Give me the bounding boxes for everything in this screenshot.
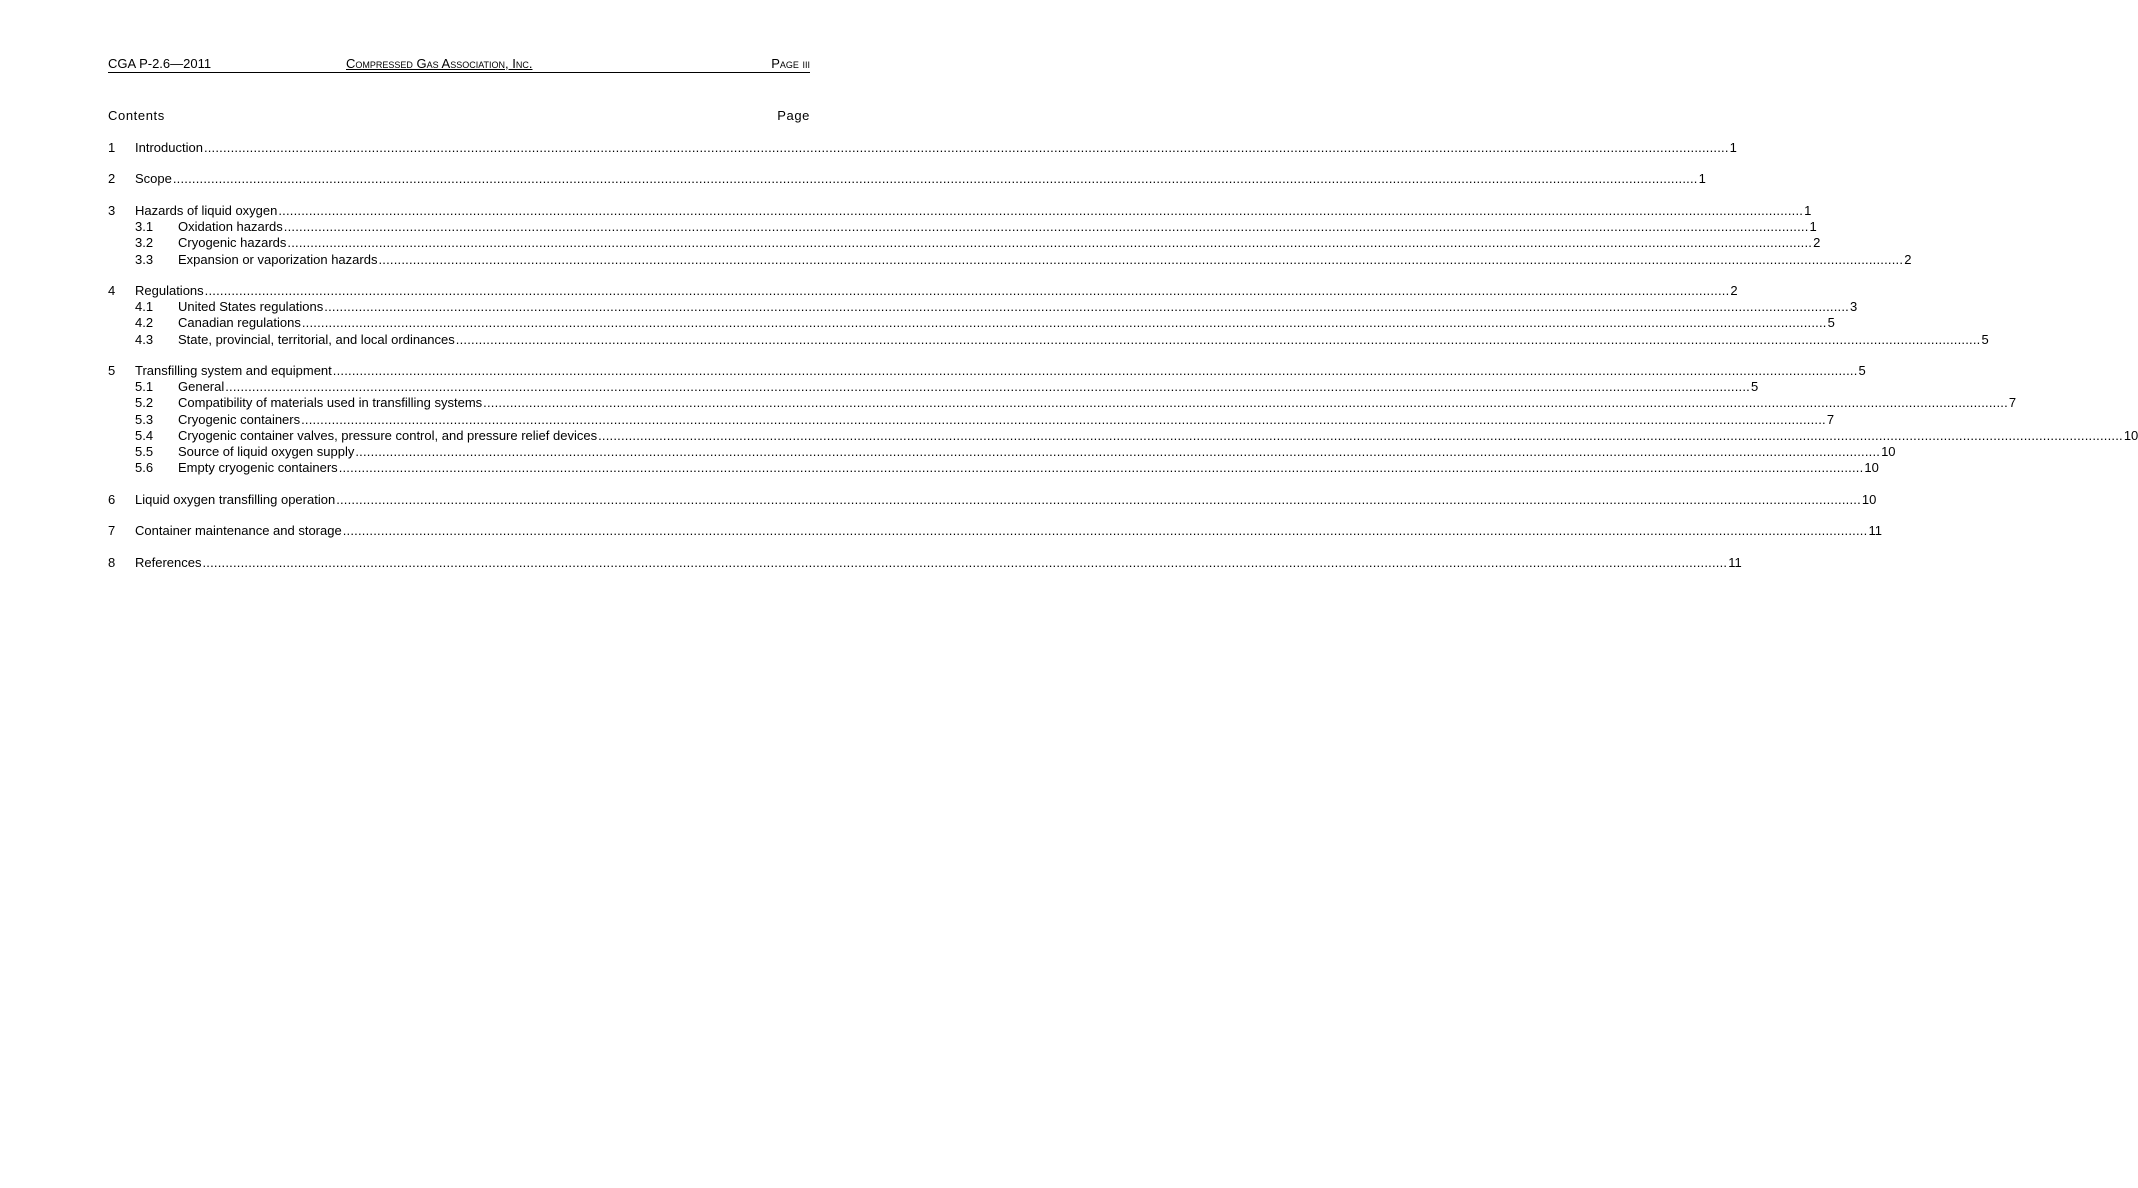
toc-entry-page: 1 bbox=[1809, 219, 1817, 235]
toc-subentry[interactable] bbox=[108, 315, 1835, 331]
toc-entry-page: 11 bbox=[1728, 554, 1742, 570]
toc-entry-page: 7 bbox=[2008, 395, 2017, 411]
toc-section bbox=[108, 554, 1742, 571]
toc-entry-title: Transfilling system and equipment bbox=[135, 363, 332, 379]
toc-entry-number: 4 bbox=[108, 283, 116, 299]
toc-entry-number: 8 bbox=[108, 554, 116, 570]
dot-leader: ................................................................................................................................................................................................................................................................................................................................................................................................................ bbox=[202, 554, 1728, 570]
toc-entry[interactable] bbox=[108, 363, 1866, 379]
toc-entry-page: 1 bbox=[1804, 202, 1812, 218]
dot-leader: ................................................................................................................................................................................................................................................................................................................................................................................................................ bbox=[204, 283, 1730, 299]
dot-leader: ................................................................................................................................................................................................................................................................................................................................................................................................................ bbox=[203, 140, 1729, 155]
dot-leader: ................................................................................................................................................................................................................................................................................................................................................................................................................ bbox=[483, 395, 2008, 411]
toc-subentry[interactable] bbox=[108, 331, 1989, 348]
toc-entry-number: 2 bbox=[108, 171, 116, 187]
toc-entry-title: State, provincial, territorial, and local ordinances bbox=[178, 331, 455, 347]
toc-section bbox=[108, 283, 1989, 348]
toc-subentry[interactable] bbox=[108, 219, 1817, 235]
toc-section bbox=[108, 363, 2138, 476]
header-organization: Compressed Gas Association, Inc. bbox=[346, 56, 533, 71]
toc-entry-line bbox=[178, 427, 2138, 444]
toc-subentry[interactable] bbox=[108, 379, 1759, 395]
toc-subentry[interactable] bbox=[108, 411, 1835, 428]
toc-entry-line bbox=[178, 331, 1989, 348]
toc-entry-number: 5.1 bbox=[135, 379, 154, 395]
toc-entry[interactable] bbox=[108, 140, 1737, 156]
dot-leader: ................................................................................................................................................................................................................................................................................................................................................................................................................ bbox=[283, 219, 1809, 235]
toc-entry-number: 3.2 bbox=[135, 235, 154, 251]
dot-leader: ................................................................................................................................................................................................................................................................................................................................................................................................................ bbox=[278, 202, 1804, 218]
toc-entry-line bbox=[135, 491, 1877, 508]
toc-entry-title: Cryogenic containers bbox=[178, 411, 301, 427]
toc-entry-title: General bbox=[178, 379, 225, 395]
toc-entry-line bbox=[178, 460, 1879, 476]
toc-entry-number: 5.6 bbox=[135, 460, 154, 476]
dot-leader: ................................................................................................................................................................................................................................................................................................................................................................................................................ bbox=[338, 460, 1864, 476]
toc-subentry[interactable] bbox=[108, 235, 1821, 251]
dot-leader: ................................................................................................................................................................................................................................................................................................................................................................................................................ bbox=[332, 363, 1858, 379]
toc-entry-page: 1 bbox=[1729, 140, 1737, 155]
dot-leader: ................................................................................................................................................................................................................................................................................................................................................................................................................ bbox=[378, 251, 1904, 267]
toc-entry-number: 5 bbox=[108, 363, 116, 379]
toc-subentry[interactable] bbox=[108, 444, 1896, 460]
toc-subentry[interactable] bbox=[108, 251, 1912, 268]
toc-subentry[interactable] bbox=[108, 299, 1858, 315]
toc-entry-title: Regulations bbox=[135, 283, 204, 299]
toc-subentry[interactable] bbox=[108, 395, 2017, 411]
toc-entry-title: Introduction bbox=[135, 140, 203, 155]
toc-section bbox=[108, 491, 1877, 508]
dot-leader: ................................................................................................................................................................................................................................................................................................................................................................................................................ bbox=[355, 444, 1881, 459]
toc-entry[interactable] bbox=[108, 283, 1738, 299]
toc-entry[interactable] bbox=[108, 491, 1877, 508]
toc-entry-title: References bbox=[135, 554, 202, 570]
toc-entry-number: 4.1 bbox=[135, 299, 154, 315]
toc-entry-number: 3 bbox=[108, 202, 116, 218]
dot-leader: ................................................................................................................................................................................................................................................................................................................................................................................................................ bbox=[598, 427, 2123, 443]
toc-entry-title: Scope bbox=[135, 171, 172, 187]
contents-title: Contents bbox=[108, 108, 165, 123]
toc-entry-number: 3.3 bbox=[135, 251, 154, 267]
dot-leader: ................................................................................................................................................................................................................................................................................................................................................................................................................ bbox=[342, 523, 1868, 539]
dot-leader: ................................................................................................................................................................................................................................................................................................................................................................................................................ bbox=[324, 299, 1849, 315]
header-document-id: CGA P-2.6—2011 bbox=[108, 56, 212, 71]
toc-entry-number: 1 bbox=[108, 140, 116, 155]
toc-entry-page: 10 bbox=[2123, 427, 2138, 443]
toc-entry-number: 5.4 bbox=[135, 427, 154, 443]
dot-leader: ................................................................................................................................................................................................................................................................................................................................................................................................................ bbox=[336, 491, 1861, 507]
toc-entry-line bbox=[178, 235, 1821, 251]
dot-leader: ................................................................................................................................................................................................................................................................................................................................................................................................................ bbox=[287, 235, 1813, 251]
toc-entry-title: Container maintenance and storage bbox=[135, 523, 342, 539]
toc-entry-page: 7 bbox=[1826, 411, 1835, 427]
toc-entry-line bbox=[178, 251, 1912, 268]
page-header bbox=[108, 54, 810, 73]
toc-entry[interactable] bbox=[108, 171, 1706, 187]
toc-entry-number: 3.1 bbox=[135, 219, 154, 235]
toc-entry-line bbox=[178, 219, 1817, 235]
toc-entry[interactable] bbox=[108, 554, 1742, 571]
toc-entry-title: Cryogenic container valves, pressure control, and pressure relief devices bbox=[178, 427, 598, 443]
toc-entry-line bbox=[135, 363, 1866, 379]
toc-entry-line bbox=[135, 171, 1706, 187]
dot-leader: ................................................................................................................................................................................................................................................................................................................................................................................................................ bbox=[455, 331, 1981, 347]
toc-entry-title: Canadian regulations bbox=[178, 315, 301, 331]
toc-entry-page: 5 bbox=[1827, 315, 1835, 331]
toc-entry-page: 2 bbox=[1904, 251, 1912, 267]
toc-entry-title: United States regulations bbox=[178, 299, 324, 315]
toc-entry[interactable] bbox=[108, 202, 1812, 219]
toc-entry-line bbox=[178, 444, 1896, 460]
dot-leader: ................................................................................................................................................................................................................................................................................................................................................................................................................ bbox=[301, 411, 1826, 427]
toc-entry-number: 5.5 bbox=[135, 444, 154, 459]
toc-entry-title: Compatibility of materials used in transfilling systems bbox=[178, 395, 483, 411]
toc-entry-number: 5.2 bbox=[135, 395, 154, 411]
toc-entry-page: 5 bbox=[1750, 379, 1759, 395]
toc-entry-line bbox=[135, 283, 1738, 299]
toc-entry-line bbox=[178, 379, 1759, 395]
toc-entry-line bbox=[135, 554, 1742, 571]
toc-entry-number: 4.2 bbox=[135, 315, 154, 331]
toc-entry-title: Empty cryogenic containers bbox=[178, 460, 338, 476]
toc-entry-title: Oxidation hazards bbox=[178, 219, 283, 235]
toc-subentry[interactable] bbox=[108, 427, 2138, 444]
toc-entry-title: Liquid oxygen transfilling operation bbox=[135, 491, 336, 507]
toc-entry-page: 10 bbox=[1881, 444, 1896, 459]
toc-entry-title: Source of liquid oxygen supply bbox=[178, 444, 355, 459]
toc-entry-number: 7 bbox=[108, 523, 116, 539]
toc-entry-line bbox=[178, 315, 1835, 331]
toc-entry-number: 5.3 bbox=[135, 411, 154, 427]
toc-entry[interactable] bbox=[108, 523, 1882, 539]
toc-entry-number: 6 bbox=[108, 491, 116, 507]
toc-entry-page: 3 bbox=[1850, 299, 1858, 315]
toc-entry-title: Cryogenic hazards bbox=[178, 235, 287, 251]
contents-page-label: Page bbox=[777, 108, 810, 123]
toc-section bbox=[108, 171, 1706, 187]
toc-entry-line bbox=[178, 395, 2017, 411]
toc-entry-line bbox=[178, 299, 1858, 315]
toc-section bbox=[108, 523, 1882, 539]
toc-entry-line bbox=[135, 523, 1882, 539]
toc-entry-page: 2 bbox=[1813, 235, 1821, 251]
toc-entry-number: 4.3 bbox=[135, 331, 154, 347]
toc-entry-title: Expansion or vaporization hazards bbox=[178, 251, 378, 267]
toc-entry-page: 1 bbox=[1698, 171, 1706, 187]
toc-entry-page: 5 bbox=[1858, 363, 1866, 379]
dot-leader: ................................................................................................................................................................................................................................................................................................................................................................................................................ bbox=[301, 315, 1827, 331]
toc-entry-page: 5 bbox=[1981, 331, 1989, 347]
dot-leader: ................................................................................................................................................................................................................................................................................................................................................................................................................ bbox=[225, 379, 1750, 395]
toc-section bbox=[108, 140, 1737, 156]
header-page-number: Page iii bbox=[771, 56, 810, 71]
toc-entry-page: 10 bbox=[1864, 460, 1879, 476]
toc-entry-line bbox=[135, 140, 1737, 156]
toc-section bbox=[108, 202, 1912, 268]
toc-entry-page: 11 bbox=[1868, 523, 1882, 539]
toc-entry-page: 10 bbox=[1861, 491, 1877, 507]
toc-entry-line bbox=[178, 411, 1835, 428]
toc-subentry[interactable] bbox=[108, 460, 1879, 476]
table-of-contents bbox=[108, 140, 2138, 586]
toc-entry-page: 2 bbox=[1730, 283, 1738, 299]
dot-leader: ................................................................................................................................................................................................................................................................................................................................................................................................................ bbox=[172, 171, 1698, 187]
toc-entry-line bbox=[135, 202, 1812, 219]
toc-entry-title: Hazards of liquid oxygen bbox=[135, 202, 278, 218]
